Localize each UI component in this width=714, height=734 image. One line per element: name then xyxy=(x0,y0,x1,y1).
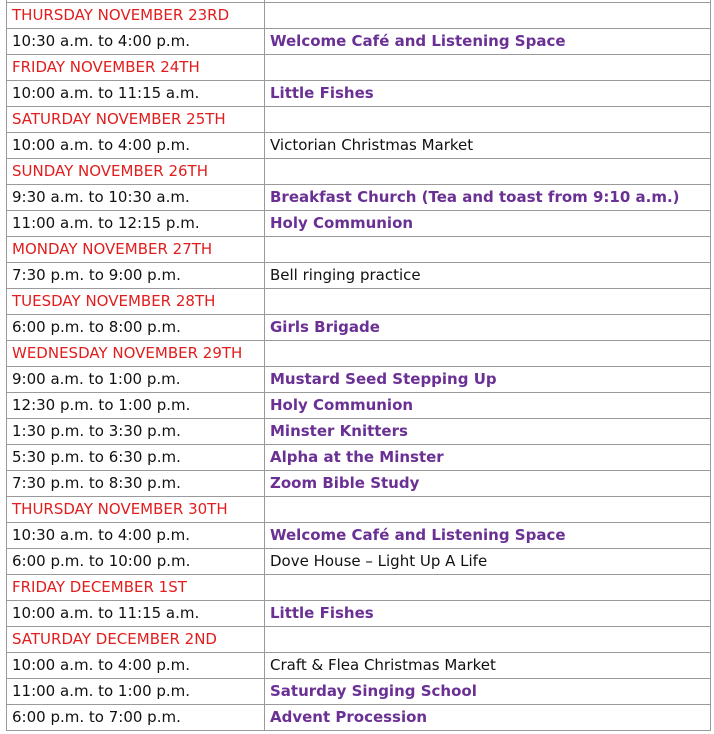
event-row xyxy=(7,523,711,549)
event-time: 10:00 a.m. to 11:15 a.m. xyxy=(7,601,265,627)
date-heading-row xyxy=(7,159,711,185)
event-title: Alpha at the Minster xyxy=(265,445,711,471)
event-time: 6:00 p.m. to 7:00 p.m. xyxy=(7,705,265,731)
event-title: Craft & Flea Christmas Market xyxy=(265,653,711,679)
date-heading: WEDNESDAY NOVEMBER 29TH xyxy=(7,341,265,367)
event-row xyxy=(7,445,711,471)
event-row xyxy=(7,211,711,237)
event-title: Victorian Christmas Market xyxy=(265,133,711,159)
date-heading: SATURDAY DECEMBER 2ND xyxy=(7,627,265,653)
event-title: Advent Procession xyxy=(265,705,711,731)
date-heading-row xyxy=(7,3,711,29)
event-title: Holy Communion xyxy=(265,393,711,419)
event-row xyxy=(7,471,711,497)
event-row xyxy=(7,679,711,705)
event-time: 12:30 p.m. to 1:00 p.m. xyxy=(7,393,265,419)
event-time: 11:00 a.m. to 1:00 p.m. xyxy=(7,679,265,705)
event-title: Holy Communion xyxy=(265,211,711,237)
date-heading-empty-cell xyxy=(265,3,711,29)
event-row xyxy=(7,393,711,419)
event-row xyxy=(7,133,711,159)
event-title: Mustard Seed Stepping Up xyxy=(265,367,711,393)
date-heading-empty-cell xyxy=(265,237,711,263)
event-time: 10:00 a.m. to 11:15 a.m. xyxy=(7,81,265,107)
event-title: Breakfast Church (Tea and toast from 9:10 a.m.) xyxy=(265,185,711,211)
date-heading: THURSDAY NOVEMBER 30TH xyxy=(7,497,265,523)
event-time: 5:30 p.m. to 6:30 p.m. xyxy=(7,445,265,471)
event-time: 9:30 a.m. to 10:30 a.m. xyxy=(7,185,265,211)
event-row xyxy=(7,367,711,393)
event-row xyxy=(7,419,711,445)
event-row xyxy=(7,705,711,731)
date-heading-row xyxy=(7,289,711,315)
date-heading-row xyxy=(7,341,711,367)
event-title: Bell ringing practice xyxy=(265,263,711,289)
event-time: 1:30 p.m. to 3:30 p.m. xyxy=(7,419,265,445)
event-row xyxy=(7,315,711,341)
event-row xyxy=(7,263,711,289)
date-heading-empty-cell xyxy=(265,627,711,653)
date-heading: SATURDAY NOVEMBER 25TH xyxy=(7,107,265,133)
date-heading: THURSDAY NOVEMBER 23RD xyxy=(7,3,265,29)
date-heading-empty-cell xyxy=(265,159,711,185)
date-heading-row xyxy=(7,107,711,133)
event-time: 9:00 a.m. to 1:00 p.m. xyxy=(7,367,265,393)
date-heading: SUNDAY NOVEMBER 26TH xyxy=(7,159,265,185)
event-time: 10:00 a.m. to 4:00 p.m. xyxy=(7,133,265,159)
event-time: 6:00 p.m. to 8:00 p.m. xyxy=(7,315,265,341)
date-heading-empty-cell xyxy=(265,289,711,315)
event-time: 11:00 a.m. to 12:15 p.m. xyxy=(7,211,265,237)
event-time: 7:30 p.m. to 8:30 p.m. xyxy=(7,471,265,497)
event-row xyxy=(7,653,711,679)
date-heading-row xyxy=(7,575,711,601)
date-heading-empty-cell xyxy=(265,55,711,81)
event-title: Dove House – Light Up A Life xyxy=(265,549,711,575)
event-title: Saturday Singing School xyxy=(265,679,711,705)
date-heading-empty-cell xyxy=(265,341,711,367)
event-time: 10:30 a.m. to 4:00 p.m. xyxy=(7,29,265,55)
event-time: 7:30 p.m. to 9:00 p.m. xyxy=(7,263,265,289)
date-heading-empty-cell xyxy=(265,575,711,601)
event-time: 10:00 a.m. to 4:00 p.m. xyxy=(7,653,265,679)
event-time: 6:00 p.m. to 10:00 p.m. xyxy=(7,549,265,575)
event-row xyxy=(7,549,711,575)
event-title: Zoom Bible Study xyxy=(265,471,711,497)
event-row xyxy=(7,601,711,627)
event-title: Girls Brigade xyxy=(265,315,711,341)
date-heading-empty-cell xyxy=(265,497,711,523)
event-time: 10:30 a.m. to 4:00 p.m. xyxy=(7,523,265,549)
date-heading: FRIDAY DECEMBER 1ST xyxy=(7,575,265,601)
date-heading-row xyxy=(7,627,711,653)
schedule-body xyxy=(7,0,711,731)
date-heading: MONDAY NOVEMBER 27TH xyxy=(7,237,265,263)
event-row xyxy=(7,185,711,211)
event-title: Little Fishes xyxy=(265,601,711,627)
event-title: Welcome Café and Listening Space xyxy=(265,29,711,55)
date-heading-row xyxy=(7,497,711,523)
event-title: Welcome Café and Listening Space xyxy=(265,523,711,549)
event-schedule-table xyxy=(6,0,711,731)
event-row xyxy=(7,29,711,55)
event-title: Little Fishes xyxy=(265,81,711,107)
event-row xyxy=(7,81,711,107)
date-heading-row xyxy=(7,237,711,263)
date-heading: FRIDAY NOVEMBER 24TH xyxy=(7,55,265,81)
date-heading-row xyxy=(7,55,711,81)
date-heading-empty-cell xyxy=(265,107,711,133)
event-title: Minster Knitters xyxy=(265,419,711,445)
date-heading: TUESDAY NOVEMBER 28TH xyxy=(7,289,265,315)
